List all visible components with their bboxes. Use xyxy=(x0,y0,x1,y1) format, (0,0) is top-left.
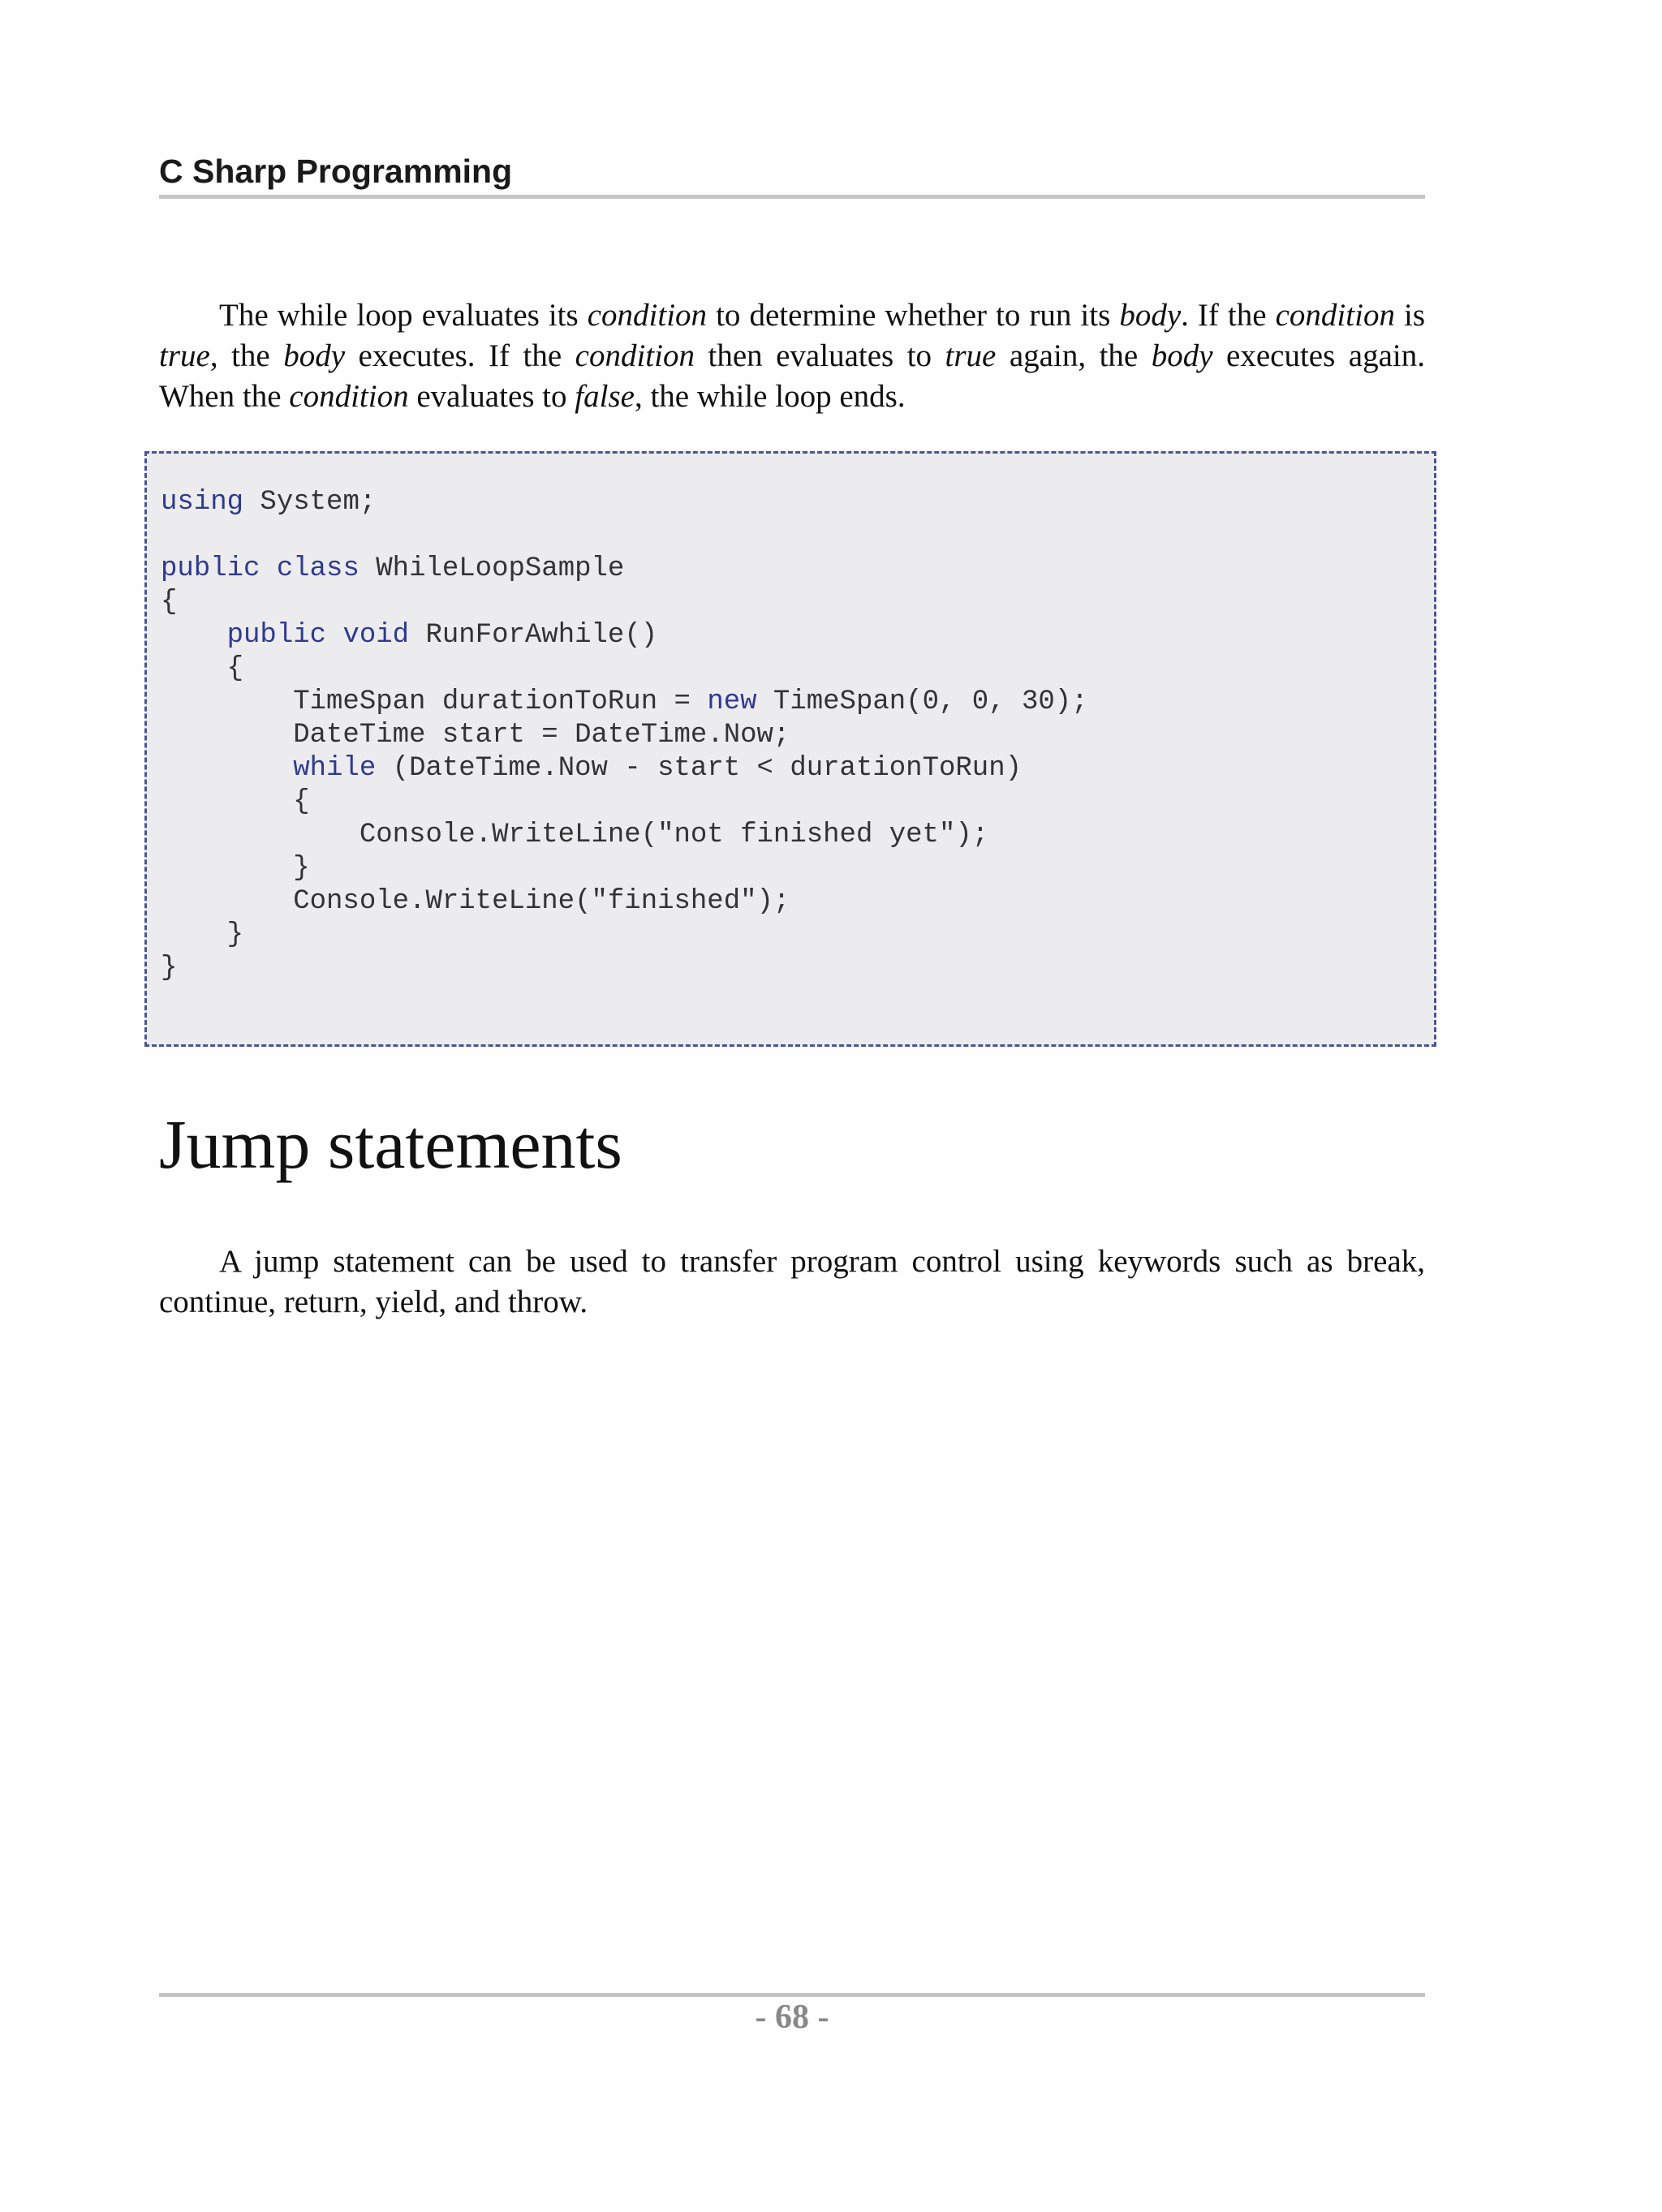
code-line xyxy=(161,719,1088,752)
code-text: } xyxy=(161,853,310,884)
code-text: { xyxy=(161,587,178,618)
body-paragraph-jump-statements: A jump statement can be used to transfer program control using keywords such as break, continue, return, yield, and throw. xyxy=(159,1244,1425,1319)
code-line xyxy=(161,885,1088,919)
code-keyword: public xyxy=(226,620,327,651)
text-run: The while loop evaluates its xyxy=(219,298,588,333)
text-run: , the while loop ends. xyxy=(634,379,906,414)
text-run: executes again. When the xyxy=(159,338,1425,414)
text-run: again, the xyxy=(996,338,1152,373)
code-text xyxy=(260,553,276,584)
emphasis-term: condition xyxy=(1275,298,1395,333)
code-line xyxy=(161,785,1088,819)
code-text: Console.WriteLine("finished"); xyxy=(161,886,790,917)
code-text: System; xyxy=(243,487,377,518)
code-block xyxy=(144,451,1436,1047)
code-text: DateTime start = DateTime.Now; xyxy=(161,720,790,751)
code-line xyxy=(161,686,1088,719)
body-paragraph-while-loop xyxy=(159,295,1425,417)
code-line xyxy=(161,752,1088,785)
emphasis-term: body xyxy=(1151,338,1213,373)
emphasis-term: body xyxy=(1119,298,1182,333)
code-line xyxy=(161,553,1088,586)
code-line xyxy=(161,519,1088,553)
text-run: is xyxy=(1394,298,1425,333)
code-text xyxy=(326,620,342,651)
code-line xyxy=(161,852,1088,885)
code-text: { xyxy=(161,653,244,684)
code-text: Console.WriteLine("not finished yet"); xyxy=(161,820,989,850)
text-run: , the xyxy=(209,338,284,373)
code-text: TimeSpan durationToRun = xyxy=(161,686,708,717)
emphasis-term: condition xyxy=(575,338,695,373)
code-line xyxy=(161,952,1088,985)
code-keyword: public xyxy=(161,553,260,584)
code-keyword: class xyxy=(276,553,360,584)
code-line xyxy=(161,586,1088,619)
code-text: } xyxy=(161,919,244,950)
emphasis-term: false xyxy=(575,379,635,414)
code-text: } xyxy=(161,953,178,983)
text-run: executes. If the xyxy=(345,338,575,373)
code-text: TimeSpan(0, 0, 30); xyxy=(756,686,1088,717)
text-run: then evaluates to xyxy=(694,338,945,373)
code-line xyxy=(161,819,1088,852)
emphasis-term: body xyxy=(283,338,346,373)
page-number: - 68 - xyxy=(755,1999,829,2036)
header-divider xyxy=(159,195,1425,199)
text-run: . If the xyxy=(1181,298,1276,333)
emphasis-term: true xyxy=(159,338,210,373)
emphasis-term: condition xyxy=(289,379,409,414)
code-keyword: new xyxy=(707,686,757,717)
emphasis-term: true xyxy=(945,338,997,373)
code-line xyxy=(161,919,1088,952)
code-listing xyxy=(161,486,1088,985)
code-line xyxy=(161,652,1088,686)
code-keyword: using xyxy=(161,487,244,518)
section-heading: Jump statements xyxy=(159,1105,622,1183)
code-keyword: while xyxy=(293,753,377,784)
code-text: WhileLoopSample xyxy=(359,553,625,584)
code-line xyxy=(161,486,1088,519)
code-text: RunForAwhile() xyxy=(409,620,658,651)
code-text: { xyxy=(161,786,310,817)
code-text: (DateTime.Now - start < durationToRun) xyxy=(376,753,1022,784)
code-keyword: void xyxy=(342,620,410,651)
text-run: to determine whether to run its xyxy=(707,298,1120,333)
code-text xyxy=(161,753,293,784)
text-run: evaluates to xyxy=(408,379,575,414)
code-line xyxy=(161,619,1088,652)
header-title: C Sharp Programming xyxy=(159,153,513,190)
emphasis-term: condition xyxy=(587,298,708,333)
footer-divider xyxy=(159,1993,1425,1997)
code-text xyxy=(161,620,227,651)
